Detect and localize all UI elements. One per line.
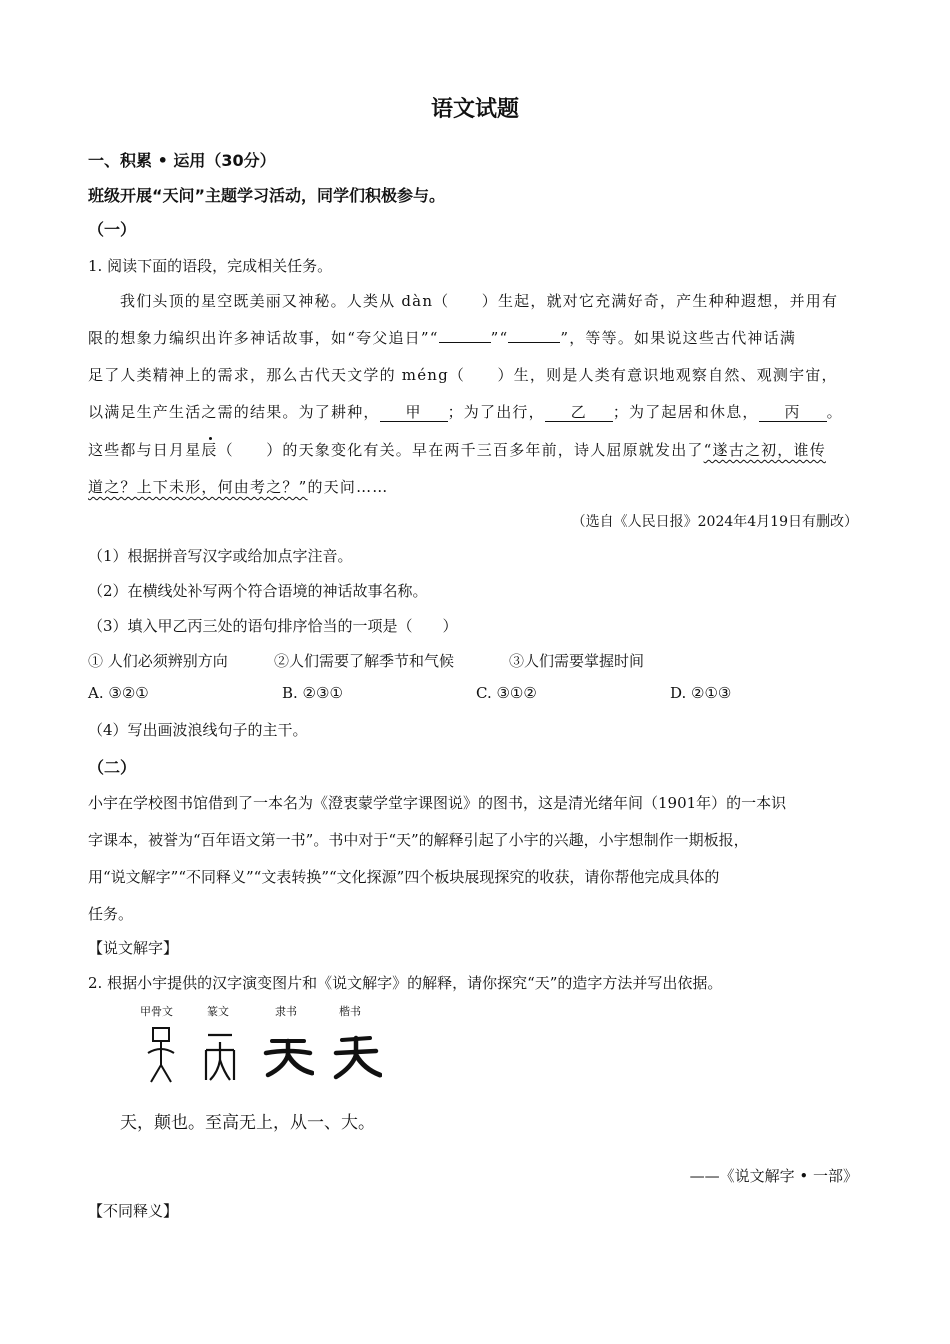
blank-bing: 丙 — [759, 404, 827, 422]
part-two-line-1: 小宇在学校图书馆借到了一本名为《澄衷蒙学堂字课图说》的图书，这是清光绪年间（1901年）的一本识 — [88, 794, 787, 812]
regular-script-tian-glyph — [330, 1033, 382, 1081]
passage-source: （选自《人民日报》2024年4月19日有删改） — [571, 514, 858, 530]
script-labels — [0, 1003, 950, 1019]
page-title: 语文试题 — [430, 97, 519, 122]
script-label-seal: 篆文 — [207, 1005, 229, 1018]
passage-line-2 — [88, 327, 796, 348]
question-1-prompt: 1. 阅读下面的语段，完成相关任务。 — [88, 257, 333, 275]
blank-jia: 甲 — [380, 404, 448, 422]
script-label-clerical: 隶书 — [275, 1005, 297, 1018]
passage-line-3: 足了人类精神上的需求，那么古代天文学的 méng（ ）生，则是人类有意识地观察自然、观测宇宙， — [88, 366, 838, 384]
sentence-option-3: ③人们需要掌握时间 — [509, 652, 645, 670]
section-heading: 一、积累 • 运用（30分） — [88, 151, 276, 170]
block-label-different-meanings: 【不同释义】 — [88, 1202, 179, 1220]
passage-text: （ ）的天象变化有关。早在两千三百多年前，诗人屈原就发出了 — [217, 441, 704, 459]
passage-text: ”“ — [490, 329, 509, 347]
passage-line-1: 我们头顶的星空既美丽又神秘。人类从 dàn（ ）生起，就对它充满好奇，产生种种遐想，并用有 — [120, 292, 839, 310]
question-2-prompt: 2. 根据小宇提供的汉字演变图片和《说文解字》的解释，请你探究“天”的造字方法并写出依据。 — [88, 974, 723, 992]
choice-d[interactable]: D. ②①③ — [670, 684, 732, 702]
sub-question-1: （1）根据拼音写汉字或给加点字注音。 — [88, 547, 353, 565]
choice-a[interactable]: A. ③②① — [88, 684, 149, 702]
script-label-regular: 楷书 — [339, 1005, 361, 1018]
passage-line-4 — [88, 401, 843, 422]
passage-line-5 — [88, 439, 826, 460]
part-two-line-3: 用“说文解字”“不同释义”“文表转换”“文化探源”四个板块展现探究的收获，请你帮他完成具体的 — [88, 868, 720, 886]
part-two-line-4: 任务。 — [88, 905, 134, 923]
part-two-line-2: 字课本，被誉为“百年语文第一书”。书中对于“天”的解释引起了小宇的兴趣，小宇想制作一期板报， — [88, 831, 749, 849]
sentence-option-2: ②人们需要了解季节和气候 — [274, 652, 455, 670]
passage-text: 限的想象力编织出许多神话故事，如“夸父追日”“ — [88, 329, 439, 347]
block-label-shuowen: 【说文解字】 — [88, 939, 179, 957]
part-two-label: （二） — [88, 758, 137, 777]
oracle-bone-tian-glyph — [145, 1025, 177, 1085]
dotted-character: 辰 — [201, 441, 218, 459]
passage-text: ；为了起居和休息， — [612, 403, 759, 421]
passage-text: ；为了出行， — [447, 403, 545, 421]
passage-line-6 — [88, 476, 389, 497]
passage-text: 这些都与日月星 — [88, 441, 202, 459]
seal-script-tian-glyph — [200, 1030, 240, 1085]
blank-yi: 乙 — [545, 404, 613, 422]
passage-text: 的天问…… — [307, 478, 389, 496]
choice-b[interactable]: B. ②③① — [282, 684, 343, 702]
section-intro: 班级开展“天问”主题学习活动，同学们积极参与。 — [88, 186, 446, 205]
passage-text: ”，等等。如果说这些古代神话满 — [560, 329, 797, 347]
sub-question-3: （3）填入甲乙丙三处的语句排序恰当的一项是（ ） — [88, 617, 458, 635]
shuowen-citation: ——《说文解字 • 一部》 — [689, 1167, 858, 1185]
sentence-option-1: ① 人们必须辨别方向 — [88, 652, 228, 670]
choice-c[interactable]: C. ③①② — [476, 684, 537, 702]
sub-question-4: （4）写出画波浪线句子的主干。 — [88, 721, 308, 739]
myth-blank-2 — [508, 342, 560, 343]
wavy-sentence-part-1: “遂古之初，谁传 — [703, 441, 826, 459]
myth-blank-1 — [439, 342, 491, 343]
passage-text: 。 — [826, 403, 843, 421]
shuowen-definition: 天，颠也。至高无上，从一、大。 — [120, 1113, 375, 1133]
passage-text: 以满足生产生活之需的结果。为了耕种， — [88, 403, 380, 421]
sub-question-2: （2）在横线处补写两个符合语境的神话故事名称。 — [88, 582, 428, 600]
clerical-script-tian-glyph — [262, 1035, 314, 1080]
wavy-sentence-part-2: 道之？上下未形，何由考之？” — [88, 478, 308, 496]
script-label-oracle: 甲骨文 — [140, 1005, 173, 1018]
part-one-label: （一） — [88, 220, 137, 239]
